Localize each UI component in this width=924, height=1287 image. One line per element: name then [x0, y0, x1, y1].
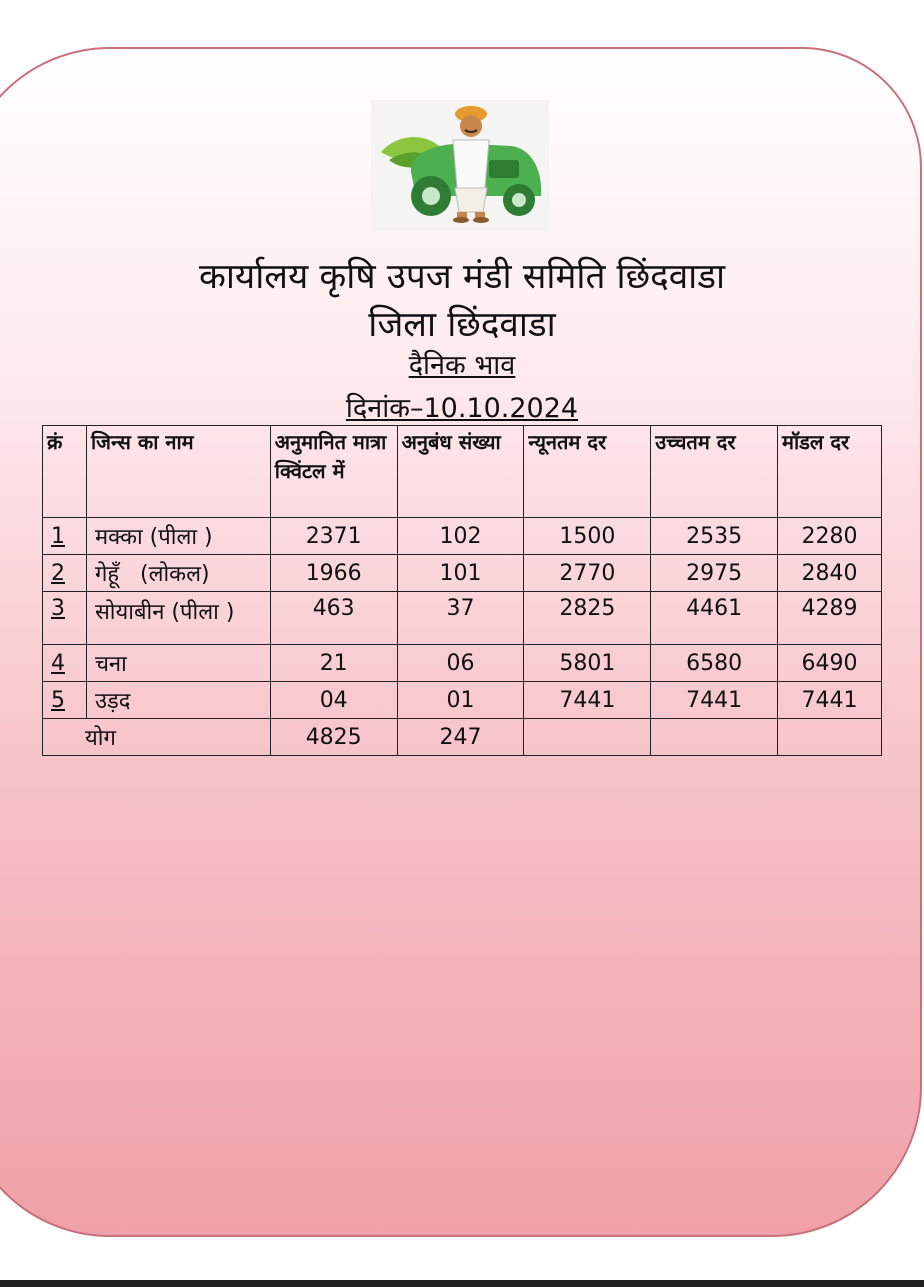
cell-empty	[524, 719, 651, 756]
total-row	[43, 719, 882, 756]
col-header-min: न्यूनतम दर	[524, 426, 651, 518]
bottom-edge-bar	[0, 1280, 924, 1287]
cell-sn: 3	[43, 592, 87, 645]
total-contracts: 247	[397, 719, 524, 756]
cell-sn: 5	[43, 682, 87, 719]
cell-contracts: 37	[397, 592, 524, 645]
col-header-qty: अनुमानित मात्रा क्विंटल में	[270, 426, 397, 518]
cell-name: सोयाबीन (पीला )	[86, 592, 270, 645]
cell-modal: 2280	[778, 518, 882, 555]
table-row	[43, 682, 882, 719]
cell-sn: 1	[43, 518, 87, 555]
cell-qty: 463	[270, 592, 397, 645]
cell-max: 7441	[651, 682, 778, 719]
cell-min: 7441	[524, 682, 651, 719]
cell-max: 2975	[651, 555, 778, 592]
cell-contracts: 102	[397, 518, 524, 555]
cell-name: गेहूँ (लोकल)	[86, 555, 270, 592]
cell-contracts: 101	[397, 555, 524, 592]
col-header-sn: क्रं	[43, 426, 87, 518]
cell-modal: 4289	[778, 592, 882, 645]
table-row	[43, 518, 882, 555]
total-label: योग	[43, 719, 271, 756]
cell-modal: 6490	[778, 645, 882, 682]
col-header-contracts: अनुबंध संख्या	[397, 426, 524, 518]
cell-empty	[651, 719, 778, 756]
cell-sn: 4	[43, 645, 87, 682]
farmer-tractor-icon	[371, 100, 549, 231]
col-header-name: जिन्स का नाम	[86, 426, 270, 518]
cell-qty: 04	[270, 682, 397, 719]
cell-contracts: 01	[397, 682, 524, 719]
cell-min: 1500	[524, 518, 651, 555]
district-title: जिला छिंदवाडा	[368, 305, 556, 345]
office-title: कार्यालय कृषि उपज मंडी समिति छिंदवाडा	[198, 257, 726, 297]
cell-empty	[778, 719, 882, 756]
cell-modal: 7441	[778, 682, 882, 719]
table-row	[43, 555, 882, 592]
cell-name: मक्का (पीला )	[86, 518, 270, 555]
cell-contracts: 06	[397, 645, 524, 682]
total-qty: 4825	[270, 719, 397, 756]
rates-table	[42, 425, 882, 756]
date-label: दिनांक–10.10.2024	[345, 393, 579, 424]
cell-sn: 2	[43, 555, 87, 592]
cell-name: चना	[86, 645, 270, 682]
cell-min: 5801	[524, 645, 651, 682]
cell-max: 6580	[651, 645, 778, 682]
cell-modal: 2840	[778, 555, 882, 592]
cell-min: 2825	[524, 592, 651, 645]
cell-min: 2770	[524, 555, 651, 592]
cell-qty: 2371	[270, 518, 397, 555]
cell-qty: 1966	[270, 555, 397, 592]
cell-max: 4461	[651, 592, 778, 645]
cell-max: 2535	[651, 518, 778, 555]
daily-rates-subtitle: दैनिक भाव	[408, 350, 516, 381]
mandi-logo	[371, 100, 549, 231]
col-header-modal: मॉडल दर	[778, 426, 882, 518]
col-header-max: उच्चतम दर	[651, 426, 778, 518]
table-header-row	[43, 426, 882, 518]
cell-name: उड़द	[86, 682, 270, 719]
table-row	[43, 592, 882, 645]
cell-qty: 21	[270, 645, 397, 682]
table-row	[43, 645, 882, 682]
